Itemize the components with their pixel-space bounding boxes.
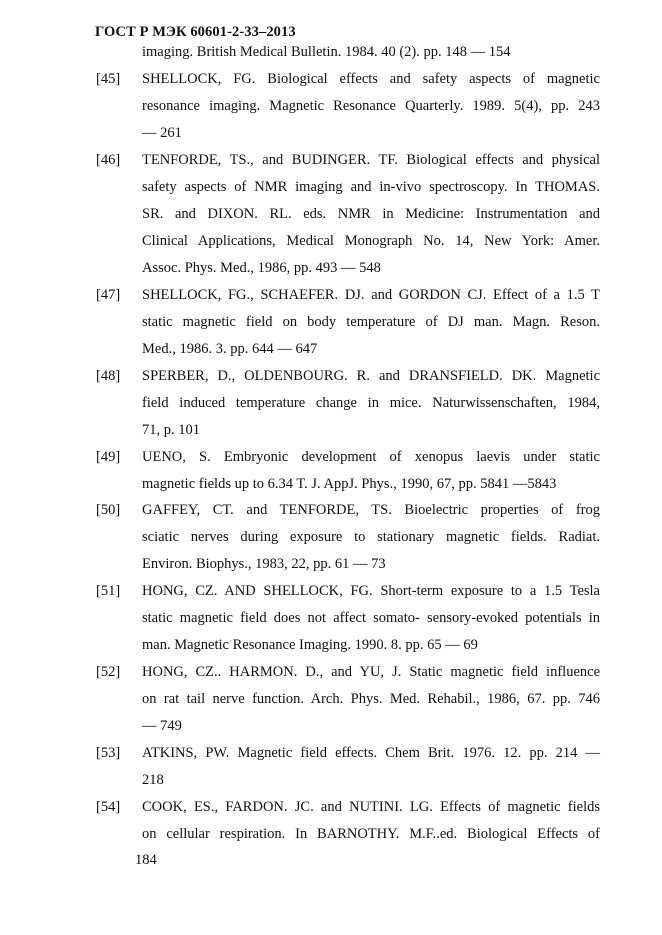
reference-number: [45] — [96, 70, 121, 87]
reference-text: SHELLOCK, FG., SCHAEFER. DJ. and GORDON CJ. Effect of a 1.5 T — [142, 286, 600, 303]
reference-line — [0, 662, 662, 682]
reference-number: [53] — [96, 745, 121, 762]
reference-number: [49] — [96, 448, 121, 465]
reference-text: 71, p. 101 — [142, 421, 200, 438]
reference-line — [0, 258, 662, 278]
reference-line — [0, 204, 662, 224]
reference-line — [0, 393, 662, 413]
reference-line — [0, 797, 662, 817]
reference-text: UENO, S. Embryonic development of xenopus laevis under static — [142, 448, 600, 465]
reference-text: on rat tail nerve function. Arch. Phys. Med. Rehabil., 1986, 67. pp. 746 — [142, 691, 600, 708]
reference-text: man. Magnetic Resonance Imaging. 1990. 8. pp. 65 — 69 — [142, 637, 478, 654]
reference-text: safety aspects of NMR imaging and in-vivo spectroscopy. In THOMAS. — [142, 178, 600, 195]
reference-text: SPERBER, D., OLDENBOURG. R. and DRANSFIELD. DK. Magnetic — [142, 367, 600, 384]
reference-line — [0, 716, 662, 736]
reference-text: — 261 — [142, 124, 182, 141]
reference-text: COOK, ES., FARDON. JC. and NUTINI. LG. Effects of magnetic fields — [142, 799, 600, 816]
reference-line — [0, 474, 662, 494]
reference-line — [0, 635, 662, 655]
reference-line — [0, 42, 662, 62]
reference-line — [0, 150, 662, 170]
reference-line — [0, 500, 662, 520]
reference-line — [0, 339, 662, 359]
reference-text: resonance imaging. Magnetic Resonance Quarterly. 1989. 5(4), pp. 243 — [142, 97, 600, 114]
reference-text: static magnetic field does not affect somato- sensory-evoked potentials in — [142, 610, 600, 627]
reference-line — [0, 366, 662, 386]
reference-text: Med., 1986. 3. pp. 644 — 647 — [142, 340, 318, 357]
reference-number: [50] — [96, 502, 121, 519]
reference-number: [54] — [96, 799, 121, 816]
reference-text: HONG, CZ. AND SHELLOCK, FG. Short-term exposure to a 1.5 Tesla — [142, 583, 600, 600]
reference-number: [52] — [96, 664, 121, 681]
reference-line — [0, 123, 662, 143]
reference-text: TENFORDE, TS., and BUDINGER. TF. Biological effects and physical — [142, 151, 600, 168]
reference-line — [0, 527, 662, 547]
document-header: ГОСТ Р МЭК 60601-2-33–2013 — [95, 24, 296, 40]
reference-text: SHELLOCK, FG. Biological effects and safety aspects of magnetic — [142, 70, 600, 87]
reference-text: ATKINS, PW. Magnetic field effects. Chem Brit. 1976. 12. pp. 214 — — [142, 745, 600, 762]
reference-line — [0, 554, 662, 574]
page-number: 184 — [135, 852, 157, 868]
reference-text: GAFFEY, CT. and TENFORDE, TS. Bioelectric properties of frog — [142, 502, 600, 519]
reference-text: Clinical Applications, Medical Monograph No. 14, New York: Amer. — [142, 232, 600, 249]
reference-line — [0, 447, 662, 467]
reference-text: field induced temperature change in mice. Naturwissenschaften, 1984, — [142, 394, 600, 411]
reference-line — [0, 824, 662, 844]
reference-text: on cellular respiration. In BARNOTHY. M.F..ed. Biological Effects of — [142, 826, 600, 843]
reference-line — [0, 743, 662, 763]
reference-text: imaging. British Medical Bulletin. 1984. 40 (2). pp. 148 — 154 — [142, 44, 511, 60]
reference-line — [0, 96, 662, 116]
reference-line — [0, 608, 662, 628]
reference-line — [0, 231, 662, 251]
reference-line — [0, 69, 662, 89]
reference-text: Assoc. Phys. Med., 1986, pp. 493 — 548 — [142, 259, 381, 276]
reference-text: — 749 — [142, 718, 182, 735]
reference-line — [0, 770, 662, 790]
reference-text: sciatic nerves during exposure to stationary magnetic fields. Radiat. — [142, 529, 600, 546]
reference-text: Environ. Biophys., 1983, 22, pp. 61 — 73 — [142, 556, 386, 573]
reference-line — [0, 177, 662, 197]
reference-line — [0, 420, 662, 440]
reference-line — [0, 312, 662, 332]
reference-number: [47] — [96, 286, 121, 303]
reference-number: [48] — [96, 367, 121, 384]
reference-text: 218 — [142, 772, 164, 789]
reference-line — [0, 285, 662, 305]
reference-number: [46] — [96, 151, 121, 168]
reference-text: static magnetic field on body temperature of DJ man. Magn. Reson. — [142, 313, 600, 330]
reference-text: HONG, CZ.. HARMON. D., and YU, J. Static magnetic field influence — [142, 664, 600, 681]
reference-line — [0, 581, 662, 601]
reference-line — [0, 689, 662, 709]
reference-text: magnetic fields up to 6.34 T. J. AppJ. Phys., 1990, 67, pp. 5841 —5843 — [142, 475, 557, 492]
reference-number: [51] — [96, 583, 121, 600]
reference-text: SR. and DIXON. RL. eds. NMR in Medicine: Instrumentation and — [142, 205, 600, 222]
